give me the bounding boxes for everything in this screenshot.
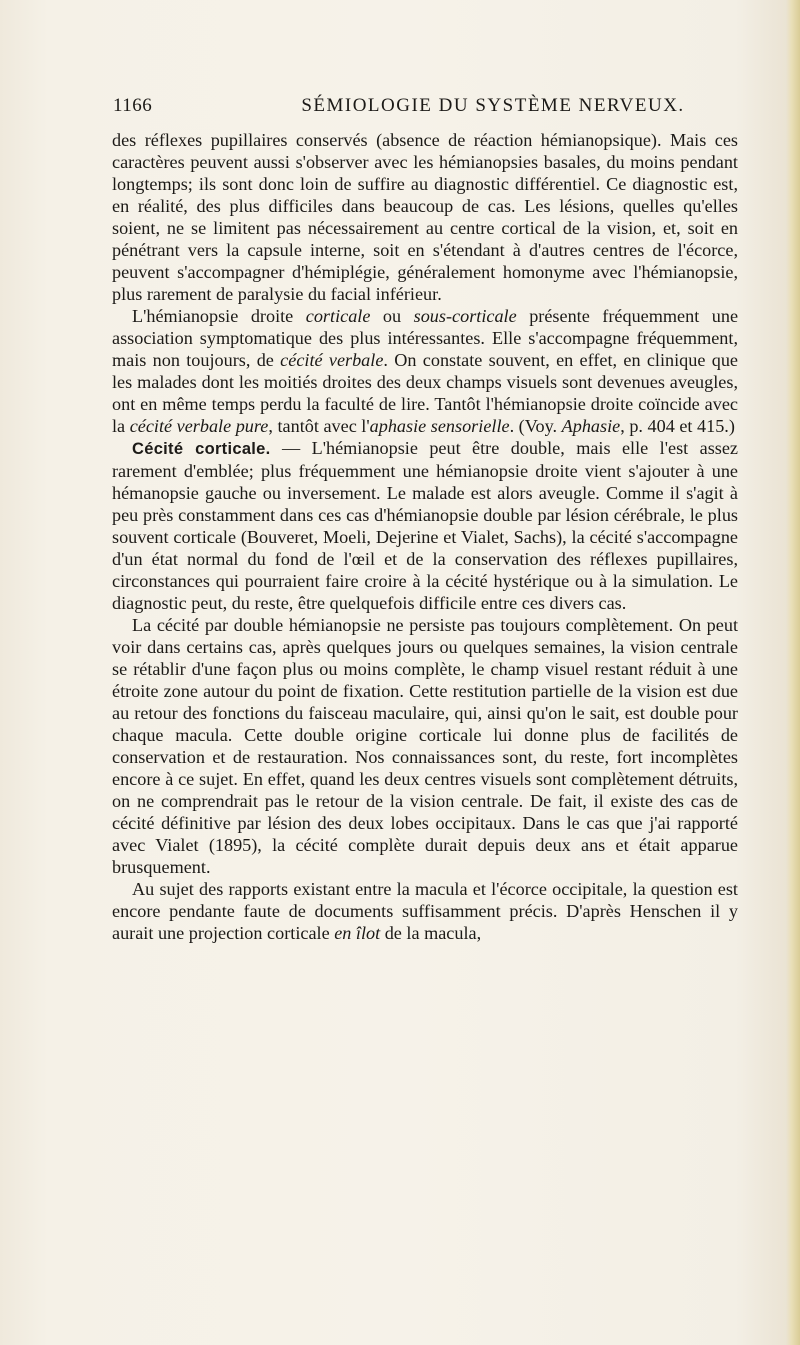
paragraph-2-text-7: , p. 404 et 415.) <box>620 416 735 436</box>
paragraph-5 <box>112 878 738 944</box>
page-edge <box>786 0 800 1345</box>
running-head: SÉMIOLOGIE DU SYSTÈME NERVEUX. <box>301 95 685 116</box>
term-corticale: corticale <box>305 306 371 326</box>
section-title-cecite-corticale: Cécité corticale. <box>132 440 271 458</box>
term-aphasie-sensorielle: aphasie sensorielle <box>369 416 510 436</box>
paragraph-4-text: La cécité par double hémianopsie ne persiste pas toujours complètement. On peut voir dans certains cas, après quelques jours ou quelques semaines, la vision centrale se rétablir d'une façon plus ou moins complète, le champ visuel restant réduit à une étroite zone autour du point de fixation. Cette restitution partielle de la vision est due au retour des fonctions du faisceau maculaire, qui, ainsi qu'on le sait, est double pour chaque macula. Cette double origine corticale lui donne plus de facilités de conservation et de restauration. Nos connaissances sont, du reste, fort incomplètes encore à ce sujet. En effet, quand les deux centres visuels sont complètement détruits, on ne comprendrait pas le retour de la vision centrale. De fait, il existe des cas de cécité définitive par lésion des deux lobes occipitaux. Dans le cas que j'ai rapporté avec Vialet (1895), la cécité complète durait depuis deux ans et était apparue brusquement. <box>112 615 738 877</box>
paragraph-3 <box>112 437 738 614</box>
paragraph-2-text-6: . (Voy. <box>509 416 562 436</box>
paragraph-4 <box>112 614 738 878</box>
term-en-ilot: en îlot <box>334 923 381 943</box>
paragraph-5-text-2: de la macula, <box>380 923 482 943</box>
paragraph-2 <box>112 305 738 437</box>
page-header <box>113 95 733 119</box>
paragraph-2-text-4: . On constate souvent, en effet, en clinique que les malades dont les moitiés droites des deux champs visuels sont devenues aveugles, ont en même temps perdu la faculté de lire. Tantôt l'hémianopsie droite coïncide avec la <box>112 350 738 436</box>
paragraph-5-text-1: Au sujet des rapports existant entre la macula et l'écorce occipitale, la question est encore pendante faute de documents suffisamment précis. D'après Henschen il y aurait une projection corticale <box>112 879 738 943</box>
term-sous-corticale: sous-corticale <box>413 306 517 326</box>
page-number: 1166 <box>113 95 153 116</box>
cross-reference-aphasie: Aphasie <box>561 416 621 436</box>
paragraph-3-text: — L'hémianopsie peut être double, mais elle l'est assez rarement d'emblée; plus fréquemment une hémianopsie droite vient s'ajouter à une hémanopsie gauche ou inversement. Le malade est alors aveugle. Comme il s'agit à peu près constamment dans ces cas d'hémianopsie double par lésion cérébrale, le plus souvent corticale (Bouveret, Moeli, Dejerine et Vialet, Sachs), la cécité s'accompagne d'un état normal du fond de l'œil et de la conservation des réflexes pupillaires, circonstances qui pourraient faire croire à la cécité hystérique ou à la simulation. Le diagnostic peut, du reste, être quelquefois difficile entre ces divers cas. <box>112 438 738 613</box>
paragraph-2-text-1: L'hémianopsie droite <box>132 306 306 326</box>
term-cecite-verbale: cécité verbale <box>280 350 384 370</box>
body-text <box>112 129 738 944</box>
paragraph-2-text-5: , tantôt avec l' <box>268 416 370 436</box>
paragraph-2-text-3: présente fréquemment une association symptomatique des plus intéressantes. Elle s'accompagne fréquemment, mais non toujours, de <box>112 306 739 370</box>
paragraph-1-text: des réflexes pupillaires conservés (absence de réaction hémianopsique). Mais ces caractères peuvent aussi s'observer avec les hémianopsies basales, du moins pendant longtemps; ils sont donc loin de suffire au diagnostic différentiel. Ce diagnostic est, en réalité, des plus difficiles dans beaucoup de cas. Les lésions, quelles qu'elles soient, ne se limitent pas nécessairement au centre cortical de la vision, et, soit en pénétrant vers la capsule interne, soit en s'étendant à d'autres centres de l'écorce, peuvent s'accompagner d'hémiplégie, généralement homonyme avec l'hémianopsie, plus rarement de paralysie du facial inférieur. <box>112 130 738 304</box>
term-cecite-verbale-pure: cécité verbale pure <box>129 416 269 436</box>
paragraph-2-text-2: ou <box>370 306 414 326</box>
paragraph-1 <box>112 129 738 305</box>
